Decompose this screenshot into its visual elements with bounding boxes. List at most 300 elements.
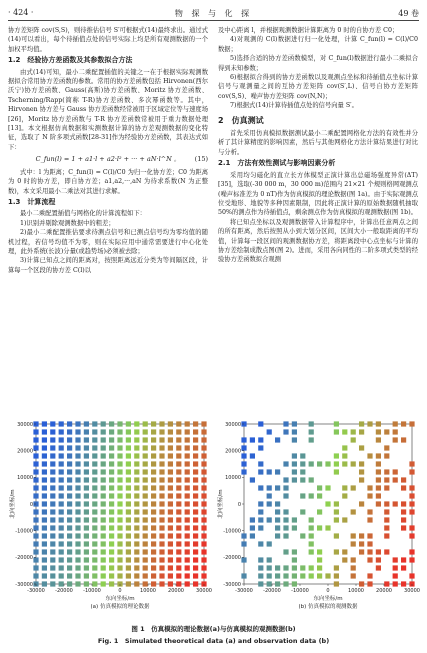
data-point — [300, 469, 305, 474]
data-point — [275, 573, 280, 578]
equation-15 — [8, 155, 208, 164]
data-point — [300, 565, 305, 570]
data-point — [117, 509, 122, 514]
data-point — [109, 437, 114, 442]
data-point — [185, 493, 190, 498]
data-point — [325, 501, 330, 506]
data-point — [42, 429, 47, 434]
data-point — [159, 477, 164, 482]
data-point — [384, 469, 389, 474]
data-point — [126, 429, 131, 434]
data-point — [126, 517, 131, 522]
data-point — [134, 501, 139, 506]
data-point — [42, 501, 47, 506]
data-point — [342, 429, 347, 434]
data-point — [275, 501, 280, 506]
data-point — [393, 581, 398, 586]
data-point — [168, 429, 173, 434]
data-point — [351, 437, 356, 442]
data-point — [92, 565, 97, 570]
data-point — [193, 421, 198, 426]
x-tick-label: 10000 — [140, 588, 156, 594]
data-point — [134, 565, 139, 570]
data-point — [201, 509, 206, 514]
data-point — [168, 477, 173, 482]
data-point — [84, 477, 89, 482]
data-point — [92, 485, 97, 490]
x-axis-label: 东向坐标/m — [105, 596, 135, 602]
data-point — [325, 525, 330, 530]
data-point — [185, 541, 190, 546]
data-point — [101, 477, 106, 482]
data-point — [250, 533, 255, 538]
data-point — [267, 541, 272, 546]
data-point — [67, 517, 72, 522]
data-point — [84, 517, 89, 522]
data-point — [67, 581, 72, 586]
data-point — [185, 477, 190, 482]
data-point — [384, 549, 389, 554]
data-point — [283, 517, 288, 522]
x-tick-label: 30000 — [404, 588, 420, 594]
data-point — [267, 565, 272, 570]
data-point — [33, 469, 38, 474]
data-point — [334, 517, 339, 522]
data-point — [50, 581, 55, 586]
data-point — [258, 541, 263, 546]
data-point — [334, 429, 339, 434]
data-point — [193, 517, 198, 522]
data-point — [176, 501, 181, 506]
data-point — [185, 557, 190, 562]
data-point — [283, 485, 288, 490]
data-point — [201, 549, 206, 554]
data-point — [275, 565, 280, 570]
x-tick-label: -20000 — [263, 588, 281, 594]
data-point — [143, 581, 148, 586]
data-point — [67, 557, 72, 562]
data-point — [67, 509, 72, 514]
data-point — [67, 493, 72, 498]
data-point — [75, 429, 80, 434]
data-point — [193, 461, 198, 466]
data-point — [143, 469, 148, 474]
data-point — [384, 517, 389, 522]
data-point — [351, 541, 356, 546]
data-point — [359, 421, 364, 426]
data-point — [101, 581, 106, 586]
data-point — [334, 453, 339, 458]
data-point — [42, 445, 47, 450]
data-point — [359, 501, 364, 506]
data-point — [84, 533, 89, 538]
data-point — [176, 557, 181, 562]
y-tick-label: -10000 — [15, 528, 33, 535]
data-point — [317, 557, 322, 562]
data-point — [283, 421, 288, 426]
data-point — [59, 453, 64, 458]
data-point — [201, 437, 206, 442]
data-point — [117, 517, 122, 522]
data-point — [151, 565, 156, 570]
data-point — [92, 517, 97, 522]
data-point — [92, 581, 97, 586]
data-point — [334, 549, 339, 554]
data-point — [275, 533, 280, 538]
data-point — [201, 517, 206, 522]
data-point — [33, 429, 38, 434]
data-point — [168, 517, 173, 522]
data-point — [117, 469, 122, 474]
figure-caption-en: Fig. 1 Simulated theoretical data (a) and observation data (b) — [97, 637, 330, 645]
data-point — [159, 429, 164, 434]
data-point — [176, 525, 181, 530]
data-point — [75, 445, 80, 450]
data-point — [359, 461, 364, 466]
data-point — [151, 477, 156, 482]
data-point — [393, 565, 398, 570]
data-point — [67, 501, 72, 506]
data-point — [193, 501, 198, 506]
data-point — [409, 549, 414, 554]
x-tick-label: -10000 — [83, 588, 101, 594]
data-point — [317, 549, 322, 554]
data-point — [168, 541, 173, 546]
data-point — [126, 581, 131, 586]
data-point — [42, 453, 47, 458]
data-point — [33, 437, 38, 442]
data-point — [267, 573, 272, 578]
data-point — [384, 525, 389, 530]
data-point — [50, 517, 55, 522]
data-point — [376, 437, 381, 442]
data-point — [376, 429, 381, 434]
data-point — [401, 517, 406, 522]
data-point — [367, 453, 372, 458]
data-point — [143, 477, 148, 482]
data-point — [168, 445, 173, 450]
data-point — [151, 461, 156, 466]
data-point — [92, 573, 97, 578]
data-point — [376, 461, 381, 466]
data-point — [241, 541, 246, 546]
data-point — [185, 549, 190, 554]
data-point — [126, 445, 131, 450]
data-point — [42, 477, 47, 482]
data-point — [193, 485, 198, 490]
y-tick-label: -30000 — [223, 581, 241, 588]
data-point — [33, 557, 38, 562]
data-point — [258, 557, 263, 562]
data-point — [101, 469, 106, 474]
data-point — [67, 445, 72, 450]
data-point — [342, 493, 347, 498]
data-point — [393, 573, 398, 578]
data-point — [185, 421, 190, 426]
data-point — [101, 429, 106, 434]
data-point — [134, 485, 139, 490]
data-point — [342, 485, 347, 490]
data-point — [50, 437, 55, 442]
data-point — [109, 509, 114, 514]
data-point — [384, 509, 389, 514]
data-point — [59, 429, 64, 434]
data-point — [309, 429, 314, 434]
data-point — [176, 565, 181, 570]
data-point — [176, 485, 181, 490]
data-point — [185, 517, 190, 522]
data-point — [250, 437, 255, 442]
data-point — [126, 493, 131, 498]
data-point — [309, 477, 314, 482]
data-point — [109, 517, 114, 522]
data-point — [134, 493, 139, 498]
data-point — [267, 485, 272, 490]
figure-caption-cn: 图 1 仿真模拟的理论数据(a)与仿真模拟的观测数据(b) — [131, 625, 296, 633]
data-point — [193, 453, 198, 458]
data-point — [351, 429, 356, 434]
data-point — [201, 525, 206, 530]
data-point — [159, 573, 164, 578]
data-point — [185, 429, 190, 434]
data-point — [275, 525, 280, 530]
data-point — [84, 565, 89, 570]
data-point — [193, 541, 198, 546]
data-point — [376, 469, 381, 474]
data-point — [92, 469, 97, 474]
y-tick-label: 20000 — [17, 448, 33, 455]
data-point — [409, 533, 414, 538]
data-point — [201, 421, 206, 426]
data-point — [176, 461, 181, 466]
data-point — [67, 565, 72, 570]
data-point — [176, 581, 181, 586]
data-point — [42, 581, 47, 586]
data-point — [59, 557, 64, 562]
data-point — [50, 533, 55, 538]
data-point — [109, 533, 114, 538]
x-axis-label: 东向坐标/m — [313, 596, 343, 602]
data-point — [309, 437, 314, 442]
data-point — [101, 517, 106, 522]
paragraph: 采用均匀磁化的直立长方体模型正演计算出总磁场强度异常(ΔT)[35]，选取(-30 000 m，30 000 m)范围内 21×21 个规则格网观测点(噪声标准差为 0 nT)作为仿真模拟的理论数据(图 1a)。由于实际观测点位受地形、地貌等多种因素限制，因此将正演计算的原始数据随机抽取 50%的测点作为待插值点，剩余测点作为仿真模拟的观测数据(图 1b)。 — [218, 171, 418, 217]
data-point — [359, 429, 364, 434]
data-point — [376, 453, 381, 458]
data-point — [275, 485, 280, 490]
data-point — [143, 429, 148, 434]
data-point — [359, 533, 364, 538]
data-point — [258, 573, 263, 578]
data-point — [126, 573, 131, 578]
page-number: · 424 · — [8, 8, 34, 17]
data-point — [283, 525, 288, 530]
data-point — [185, 501, 190, 506]
data-point — [33, 533, 38, 538]
data-point — [342, 445, 347, 450]
data-point — [309, 549, 314, 554]
data-point — [126, 541, 131, 546]
data-point — [75, 525, 80, 530]
data-point — [33, 549, 38, 554]
equation-body: C_fun(l) = 1 + a1·l + a2·l² + ··· + aN·l^N 。 — [35, 155, 181, 164]
data-point — [109, 501, 114, 506]
data-point — [185, 509, 190, 514]
data-point — [159, 421, 164, 426]
data-point — [367, 485, 372, 490]
paragraph: 及中心距离 l，并根据观测数据计算距离为 0 时的自协方差 C0； — [218, 27, 399, 34]
data-point — [92, 445, 97, 450]
data-point — [151, 485, 156, 490]
data-point — [309, 461, 314, 466]
data-point — [309, 517, 314, 522]
data-point — [300, 493, 305, 498]
data-point — [250, 517, 255, 522]
data-point — [159, 501, 164, 506]
data-point — [325, 461, 330, 466]
data-point — [143, 549, 148, 554]
data-point — [75, 509, 80, 514]
data-point — [101, 453, 106, 458]
data-point — [143, 445, 148, 450]
data-point — [92, 541, 97, 546]
data-point — [359, 541, 364, 546]
data-point — [117, 573, 122, 578]
journal-title: 物 探 与 化 探 — [174, 9, 253, 18]
data-point — [384, 533, 389, 538]
data-point — [84, 509, 89, 514]
section-heading-1-3: 1.3 计算流程 — [8, 197, 56, 206]
data-point — [342, 557, 347, 562]
data-point — [241, 469, 246, 474]
data-point — [193, 557, 198, 562]
data-point — [109, 445, 114, 450]
data-point — [134, 445, 139, 450]
data-point — [193, 437, 198, 442]
data-point — [376, 493, 381, 498]
right-column — [218, 26, 418, 265]
data-point — [168, 565, 173, 570]
data-point — [292, 477, 297, 482]
data-point — [117, 557, 122, 562]
data-point — [201, 485, 206, 490]
data-point — [134, 469, 139, 474]
data-point — [376, 421, 381, 426]
data-point — [367, 493, 372, 498]
data-point — [117, 429, 122, 434]
data-point — [33, 445, 38, 450]
data-point — [258, 525, 263, 530]
data-point — [359, 549, 364, 554]
y-axis-label: 北向坐标/m — [218, 489, 224, 519]
data-point — [84, 581, 89, 586]
data-point — [109, 493, 114, 498]
data-point — [75, 461, 80, 466]
data-point — [401, 501, 406, 506]
data-point — [401, 477, 406, 482]
data-point — [151, 469, 156, 474]
data-point — [92, 509, 97, 514]
data-point — [67, 533, 72, 538]
paragraph: 式中：l 为距离；C_fun(l) = C(l)/C0 为归一化协方差；C0 为距离为 0 时的协方差，即自协方差；a1,a2,···,aN 为待求系数(N 为正整数)，本文采用最小二乘法对其进行求解。 — [8, 168, 208, 195]
y-tick-label: -10000 — [223, 528, 241, 535]
data-point — [92, 493, 97, 498]
data-point — [151, 421, 156, 426]
data-point — [351, 573, 356, 578]
data-point — [101, 421, 106, 426]
data-point — [143, 525, 148, 530]
data-point — [241, 461, 246, 466]
y-tick-label: 30000 — [225, 421, 241, 428]
data-point — [75, 493, 80, 498]
data-point — [292, 581, 297, 586]
data-point — [33, 541, 38, 546]
data-point — [134, 477, 139, 482]
data-point — [185, 581, 190, 586]
equation-number: (15) — [194, 155, 208, 164]
data-point — [384, 429, 389, 434]
data-point — [168, 469, 173, 474]
data-point — [309, 493, 314, 498]
data-point — [159, 509, 164, 514]
data-point — [143, 533, 148, 538]
data-point — [101, 501, 106, 506]
data-point — [258, 421, 263, 426]
data-point — [367, 541, 372, 546]
data-point — [67, 541, 72, 546]
data-point — [75, 581, 80, 586]
data-point — [50, 421, 55, 426]
data-point — [59, 437, 64, 442]
data-point — [401, 557, 406, 562]
data-point — [75, 557, 80, 562]
data-point — [283, 493, 288, 498]
data-point — [292, 525, 297, 530]
data-point — [151, 493, 156, 498]
data-point — [67, 485, 72, 490]
data-point — [143, 485, 148, 490]
data-point — [168, 573, 173, 578]
data-point — [201, 565, 206, 570]
data-point — [75, 477, 80, 482]
data-point — [33, 453, 38, 458]
data-point — [134, 517, 139, 522]
data-point — [50, 461, 55, 466]
data-point — [101, 549, 106, 554]
data-point — [401, 581, 406, 586]
data-point — [409, 421, 414, 426]
data-point — [250, 477, 255, 482]
data-point — [84, 557, 89, 562]
data-point — [267, 557, 272, 562]
data-point — [267, 501, 272, 506]
data-point — [384, 453, 389, 458]
data-point — [168, 421, 173, 426]
data-point — [42, 421, 47, 426]
data-point — [126, 453, 131, 458]
data-point — [50, 549, 55, 554]
data-point — [176, 493, 181, 498]
data-point — [134, 581, 139, 586]
y-tick-label: 20000 — [225, 448, 241, 455]
data-point — [283, 509, 288, 514]
data-point — [84, 445, 89, 450]
data-point — [201, 533, 206, 538]
data-point — [376, 485, 381, 490]
data-point — [159, 469, 164, 474]
data-point — [300, 533, 305, 538]
data-point — [59, 517, 64, 522]
data-point — [59, 525, 64, 530]
